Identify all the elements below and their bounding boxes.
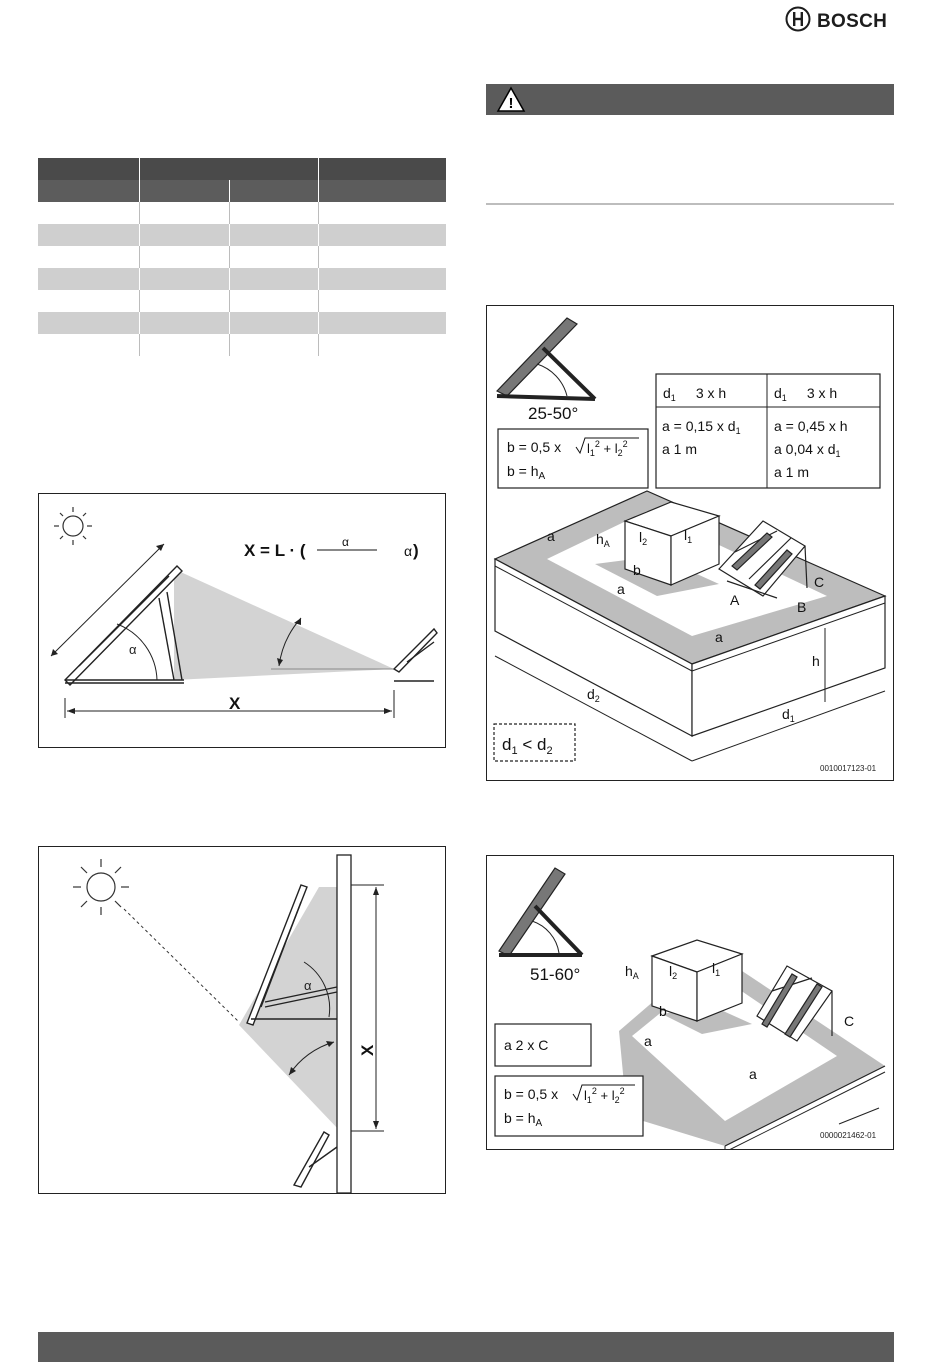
warning-header-bar [486, 84, 894, 115]
formula-alpha-top: α [342, 535, 349, 549]
alpha-label: α [304, 978, 312, 993]
svg-text:a 0,04 x d1: a 0,04 x $d_1$ [774, 441, 841, 459]
collector-pictogram [499, 868, 582, 956]
figure-code: 0010017123-01 [820, 764, 877, 773]
table-row [38, 268, 446, 290]
label-l1: $l_1$ [684, 527, 693, 545]
svg-text:d1 < d2: $d_1 < d_2$ [502, 735, 553, 757]
a-rule-box [495, 1024, 591, 1066]
b-formula-box [498, 429, 648, 488]
alpha-label: α [129, 642, 137, 657]
angle-range-label: 51-60° [530, 965, 581, 984]
table-header-row [38, 158, 446, 180]
footer-bar [38, 1332, 894, 1362]
table-header-cell [318, 158, 446, 180]
table-header-cell [229, 180, 318, 202]
svg-text:!: ! [508, 95, 514, 112]
label-b: b [659, 1003, 667, 1019]
label-l1: $l_1$ [712, 960, 721, 978]
label-C: C [844, 1013, 855, 1029]
formula-alpha-right: α [404, 543, 413, 559]
figure-facade-distance [38, 846, 446, 1194]
warning-triangle-icon [494, 84, 534, 115]
label-a-1: a [547, 528, 555, 544]
label-d1: $d_1$ [782, 706, 795, 724]
shadow-area [174, 569, 394, 680]
collector-lower [294, 1132, 337, 1187]
figure-code: 0000021462-01 [820, 1131, 877, 1140]
label-a-1: a [644, 1033, 652, 1049]
svg-text:d13 x h: $d_1$ 3 x h [774, 385, 838, 403]
formula-lhs: X = L · ( [244, 541, 306, 560]
svg-text:a 2 x C: a 2 x C [504, 1037, 549, 1053]
label-C: C [814, 574, 825, 590]
table-header-cell [38, 180, 139, 202]
table-subheader-row [38, 180, 446, 202]
figure-roof-25-50 [486, 305, 894, 781]
angle-range-label: 25-50° [528, 404, 579, 423]
table-row [38, 246, 446, 268]
label-l2: $l_2$ [669, 963, 678, 981]
figure-roof-51-60 [486, 855, 894, 1150]
sun-icon [54, 507, 92, 545]
label-d2: $d_2$ [587, 686, 600, 704]
compare-box [494, 724, 575, 761]
svg-text:b = hA: $b = h_A$ [504, 1110, 543, 1129]
label-l2: $l_2$ [639, 529, 648, 547]
label-a-2: a [617, 581, 625, 597]
label-ha: $h_A$ [625, 963, 639, 981]
figure-flat-row-distance [38, 493, 446, 748]
svg-text:b = hA: $b = h_A$ [507, 463, 546, 482]
formula-close: ) [413, 541, 419, 560]
brand-name: BOSCH [817, 10, 888, 32]
svg-text:l12 + l22: $l_1^2 + l_2^2$ [587, 439, 628, 458]
bosch-armature-icon [785, 6, 811, 37]
svg-text:a = 0,45 x h: a = 0,45 x h [774, 418, 848, 434]
table-header-cell [38, 158, 139, 180]
label-B: B [797, 599, 807, 615]
x-label: X [358, 1044, 377, 1056]
x-label: X [229, 694, 241, 713]
b-formula-box [495, 1076, 643, 1136]
svg-text:l12 + l22: $l_1^2 + l_2^2$ [584, 1086, 625, 1105]
label-ha: $h_A$ [596, 531, 610, 549]
svg-text:b = 0,5 x: b = 0,5 x [504, 1086, 559, 1102]
label-h: h [812, 653, 820, 669]
facade-wall [337, 855, 351, 1193]
brand-logo [785, 6, 887, 37]
svg-text:d13 x h: $d_1$ 3 x h [663, 385, 727, 403]
spec-table [38, 158, 446, 356]
svg-text:a 1 m: a 1 m [662, 441, 698, 457]
label-a-2: a [749, 1066, 757, 1082]
label-a-3: a [715, 629, 723, 645]
sun-icon [73, 859, 129, 915]
svg-text:b = 0,5 x: b = 0,5 x [507, 439, 562, 455]
section-divider [486, 203, 894, 205]
table-row [38, 290, 446, 312]
table-row [38, 334, 446, 356]
table-header-cell [139, 158, 318, 180]
distance-rules-table [656, 374, 880, 488]
label-b: b [633, 562, 641, 578]
label-A: A [730, 592, 740, 608]
svg-text:a = 0,15 x d1: a = 0,15 x $d_1$ [662, 418, 741, 436]
table-row [38, 312, 446, 334]
collector-2 [394, 629, 437, 681]
table-row [38, 224, 446, 246]
table-header-cell [318, 180, 446, 202]
table-row [38, 202, 446, 224]
svg-text:a 1 m: a 1 m [774, 464, 810, 480]
collector-pictogram [497, 318, 595, 399]
table-header-cell [139, 180, 229, 202]
